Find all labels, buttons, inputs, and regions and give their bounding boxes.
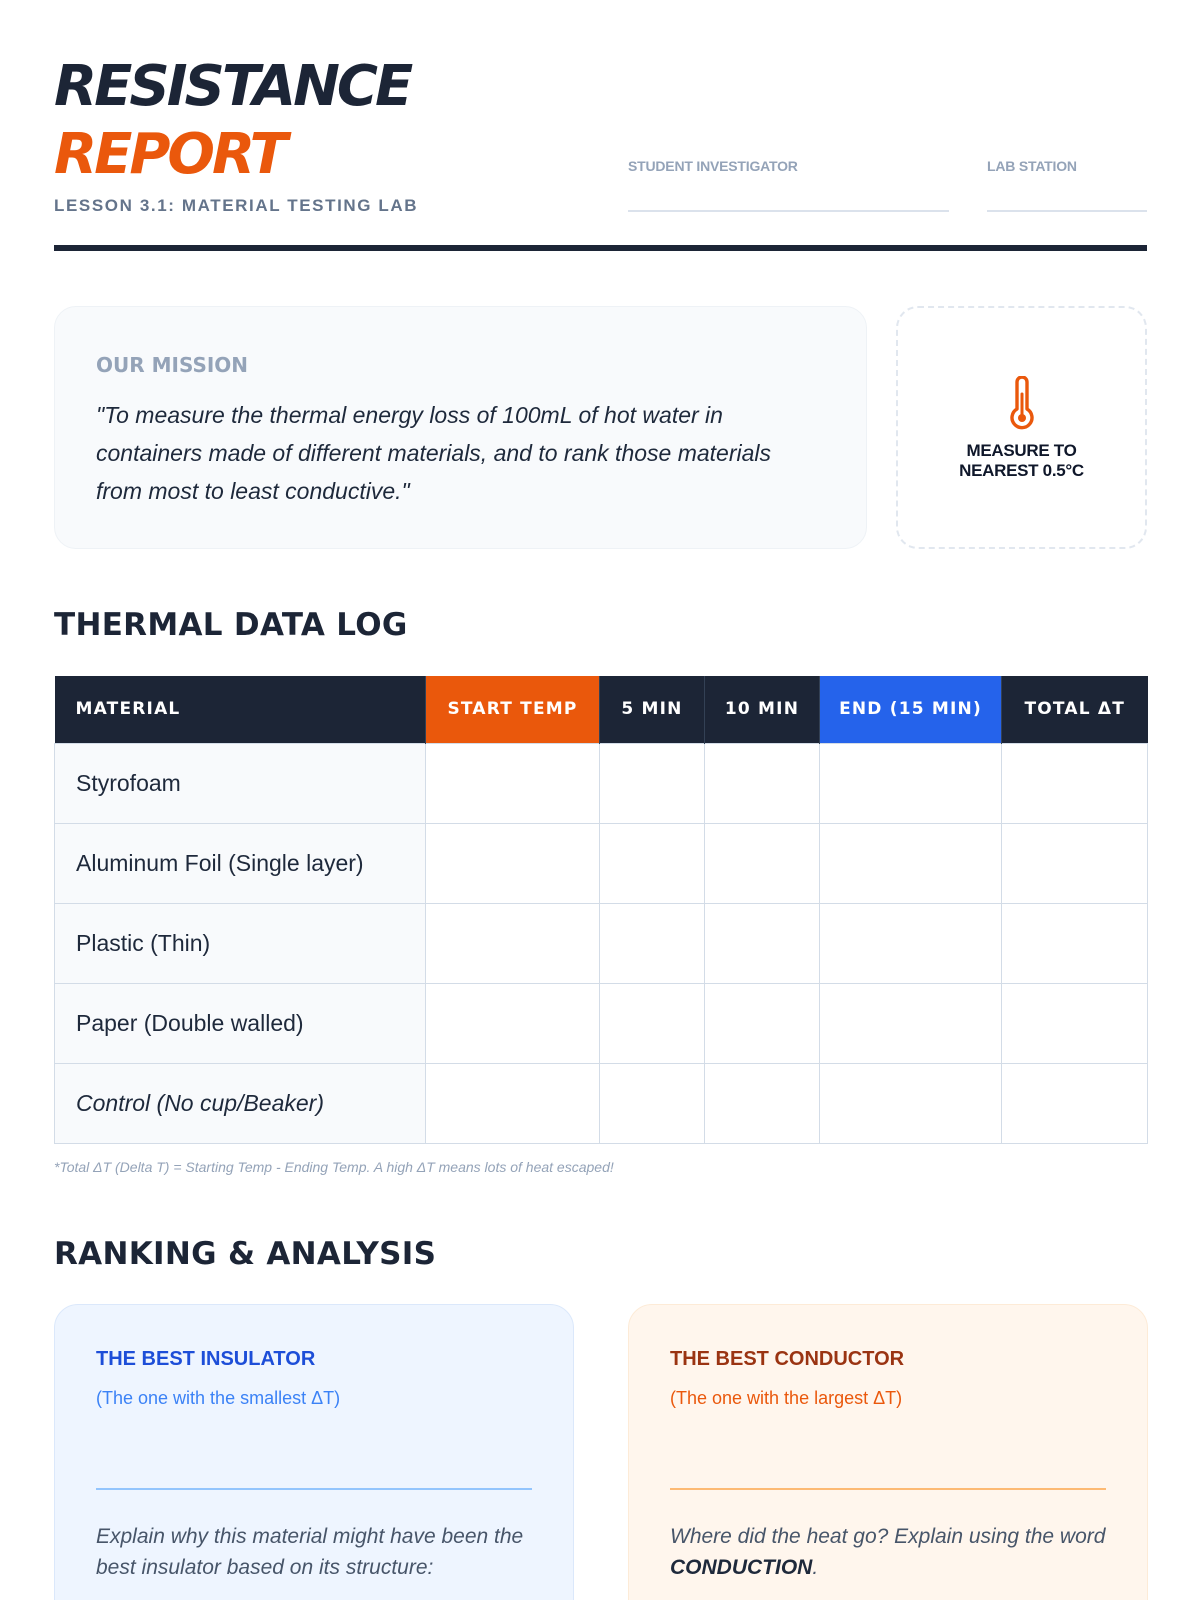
data-entry-cell[interactable]: [1002, 1063, 1148, 1143]
delta-t-footnote: *Total ΔT (Delta T) = Starting Temp - Ending Temp. A high ΔT means lots of heat escaped!: [54, 1159, 614, 1175]
thermal-log-title: THERMAL DATA LOG: [54, 607, 408, 643]
mission-card: [54, 306, 867, 549]
column-header: 10 MIN: [705, 676, 820, 743]
best-conductor-card: [628, 1304, 1148, 1600]
column-header: MATERIAL: [55, 676, 426, 743]
best-conductor-prompt: [670, 1521, 1110, 1583]
data-entry-cell[interactable]: [820, 903, 1002, 983]
material-cell: Styrofoam: [55, 743, 426, 823]
data-entry-cell[interactable]: [820, 743, 1002, 823]
material-cell: Aluminum Foil (Single layer): [55, 823, 426, 903]
material-cell: Control (No cup/Beaker): [55, 1063, 426, 1143]
lab-station-label: LAB STATION: [987, 158, 1077, 174]
data-entry-cell[interactable]: [600, 1063, 705, 1143]
data-entry-cell[interactable]: [426, 903, 600, 983]
data-entry-cell[interactable]: [705, 1063, 820, 1143]
data-entry-cell[interactable]: [600, 983, 705, 1063]
data-entry-cell[interactable]: [1002, 823, 1148, 903]
column-header: START TEMP: [426, 676, 600, 743]
data-entry-cell[interactable]: [820, 983, 1002, 1063]
data-entry-cell[interactable]: [426, 743, 600, 823]
data-entry-cell[interactable]: [426, 983, 600, 1063]
data-entry-cell[interactable]: [705, 743, 820, 823]
worksheet-page: [54, 0, 1147, 1600]
data-entry-cell[interactable]: [426, 1063, 600, 1143]
data-entry-cell[interactable]: [600, 823, 705, 903]
data-entry-cell[interactable]: [705, 823, 820, 903]
best-conductor-title: THE BEST CONDUCTOR: [670, 1348, 905, 1370]
data-entry-cell[interactable]: [705, 983, 820, 1063]
best-conductor-answer-line[interactable]: [670, 1488, 1106, 1490]
data-entry-cell[interactable]: [1002, 903, 1148, 983]
lab-station-field[interactable]: [987, 210, 1147, 212]
measure-line-2: NEAREST 0.5°C: [959, 461, 1084, 480]
title-line-2: REPORT: [54, 122, 285, 187]
mission-text: "To measure the thermal energy loss of 100mL of hot water in containers made of different materials, and to rank those materials from most to least conductive.": [96, 402, 772, 504]
material-cell: Plastic (Thin): [55, 903, 426, 983]
best-insulator-title: THE BEST INSULATOR: [96, 1348, 316, 1370]
measure-precision-text: [898, 441, 1145, 481]
student-investigator-field[interactable]: [628, 210, 949, 212]
data-entry-cell[interactable]: [820, 823, 1002, 903]
data-entry-cell[interactable]: [600, 903, 705, 983]
data-entry-cell[interactable]: [1002, 743, 1148, 823]
data-entry-cell[interactable]: [426, 823, 600, 903]
column-header: 5 MIN: [600, 676, 705, 743]
best-conductor-subtitle: (The one with the largest ΔT): [670, 1388, 903, 1408]
measure-precision-card: [896, 306, 1147, 549]
thermometer-icon: [1007, 376, 1037, 430]
table-row: [55, 743, 1148, 823]
title-line-1: RESISTANCE: [54, 54, 411, 119]
header: [54, 0, 1147, 255]
data-entry-cell[interactable]: [600, 743, 705, 823]
table-row: [55, 823, 1148, 903]
prompt-text-end: .: [812, 1556, 819, 1579]
mission-label: OUR MISSION: [96, 353, 249, 377]
best-insulator-subtitle: (The one with the smallest ΔT): [96, 1388, 341, 1408]
best-insulator-prompt: Explain why this material might have been the best insulator based on its structure:: [96, 1525, 524, 1579]
student-investigator-label: STUDENT INVESTIGATOR: [628, 158, 798, 174]
data-entry-cell[interactable]: [705, 903, 820, 983]
measure-line-1: MEASURE TO: [966, 441, 1077, 460]
table-row: [55, 1063, 1148, 1143]
best-insulator-card: [54, 1304, 574, 1600]
lesson-subtitle: LESSON 3.1: MATERIAL TESTING LAB: [54, 196, 419, 215]
ranking-title: RANKING & ANALYSIS: [54, 1236, 437, 1272]
column-header: TOTAL ΔT: [1002, 676, 1148, 743]
data-entry-cell[interactable]: [820, 1063, 1002, 1143]
table-row: [55, 983, 1148, 1063]
header-divider: [54, 245, 1147, 251]
material-cell: Paper (Double walled): [55, 983, 426, 1063]
table-header-row: [55, 676, 1148, 743]
data-entry-cell[interactable]: [1002, 983, 1148, 1063]
column-header: END (15 MIN): [820, 676, 1002, 743]
best-insulator-answer-line[interactable]: [96, 1488, 532, 1490]
thermal-data-table: [54, 676, 1148, 1144]
prompt-text: Where did the heat go? Explain using the word: [670, 1525, 1106, 1548]
table-row: [55, 903, 1148, 983]
prompt-keyword: CONDUCTION: [670, 1556, 813, 1579]
